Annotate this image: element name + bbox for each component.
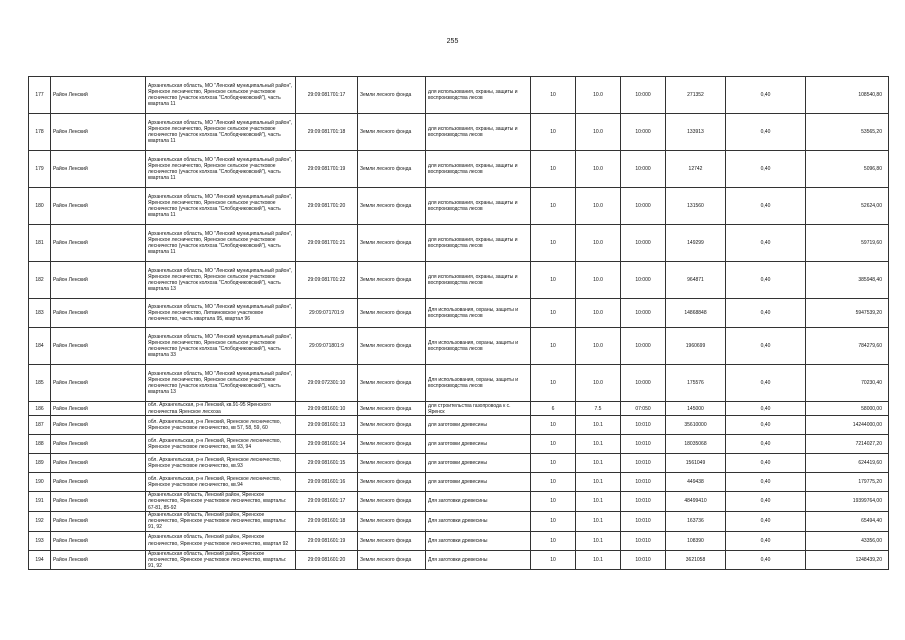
row-number: 185 [29, 365, 51, 402]
tax-sum-cell: 108540,80 [806, 77, 889, 114]
table-row [29, 114, 889, 151]
cadastral-value-cell: 145000 [666, 402, 726, 416]
land-category-cell: Земли лесного фонда [358, 531, 426, 550]
subcode-cell: 10.1 [576, 550, 621, 570]
code-cell: 10 [531, 492, 576, 512]
row-number: 177 [29, 77, 51, 114]
tax-sum-cell: 43356,00 [806, 531, 889, 550]
address-cell: обл. Архангельская, р-н Ленский, кв.91-95 Яренского лесничества Яренское лесхоза [146, 402, 296, 416]
address-cell: Архангельская область, МО "Ленский муниципальный район", Яренское лесничество, Литвиновское участковое лесничество, часть квартала 95, квартал 96 [146, 299, 296, 328]
row-number: 184 [29, 328, 51, 365]
row-number: 191 [29, 492, 51, 512]
district-cell: Район Ленский [51, 188, 146, 225]
tax-sum-cell: 5096,80 [806, 151, 889, 188]
district-cell: Район Ленский [51, 114, 146, 151]
cadastral-value-cell: 149299 [666, 225, 726, 262]
row-number: 186 [29, 402, 51, 416]
district-cell: Район Ленский [51, 402, 146, 416]
tax-rate-cell: 0,40 [726, 262, 806, 299]
table-row [29, 416, 889, 435]
table-row [29, 402, 889, 416]
table-row [29, 473, 889, 492]
tax-rate-cell: 0,40 [726, 511, 806, 531]
cadastral-number-cell: 29:09:081601:13 [296, 416, 358, 435]
code-cell: 10 [531, 365, 576, 402]
land-category-cell: Земли лесного фонда [358, 550, 426, 570]
cadastral-number-cell: 29:09:081701:17 [296, 77, 358, 114]
code-cell: 10 [531, 188, 576, 225]
row-number: 179 [29, 151, 51, 188]
tax-rate-cell: 0,40 [726, 435, 806, 454]
tax-rate-cell: 0,40 [726, 188, 806, 225]
tax-sum-cell: 7214027,20 [806, 435, 889, 454]
permitted-use-cell: для заготовки древесины [426, 473, 531, 492]
tax-rate-cell: 0,40 [726, 454, 806, 473]
address-cell: обл. Архангельская, р-н Ленский, Яренское лесничество, Яренское участковое лесничество, кв 57, 58, 59, 60 [146, 416, 296, 435]
land-category-cell: Земли лесного фонда [358, 77, 426, 114]
code-cell: 10 [531, 473, 576, 492]
code-cell: 10 [531, 416, 576, 435]
district-cell: Район Ленский [51, 262, 146, 299]
tax-rate-cell: 0,40 [726, 416, 806, 435]
cadastral-value-cell: 18035068 [666, 435, 726, 454]
subcode-cell: 10.1 [576, 454, 621, 473]
cadastral-number-cell: 29:09:081601:19 [296, 531, 358, 550]
address-cell: обл. Архангельская, р-н Ленский, Яренское лесничество, Яренское участковое лесничество, кв.94 [146, 473, 296, 492]
land-category-cell: Земли лесного фонда [358, 416, 426, 435]
tax-rate-cell: 0,40 [726, 299, 806, 328]
cadastral-number-cell: 29:09:081601:18 [296, 511, 358, 531]
tax-rate-cell: 0,40 [726, 402, 806, 416]
subcode-cell: 10.0 [576, 299, 621, 328]
cadastral-number-cell: 29:09:081601:10 [296, 402, 358, 416]
address-cell: Архангельская область, Ленский район, Яренское лесничество, Яренское участковое лесничество, кварталы: 91, 92 [146, 511, 296, 531]
district-cell: Район Ленский [51, 299, 146, 328]
land-category-cell: Земли лесного фонда [358, 328, 426, 365]
use-code-cell: 10:000 [621, 188, 666, 225]
address-cell: Архангельская область, МО "Ленский муниципальный район", Яренское лесничество, Яренское сельское участковое лесничество (участок колхоза "Слободчиковский"), часть квартала 11 [146, 114, 296, 151]
tax-sum-cell: 5947539,20 [806, 299, 889, 328]
tax-rate-cell: 0,40 [726, 225, 806, 262]
use-code-cell: 10:000 [621, 299, 666, 328]
tax-rate-cell: 0,40 [726, 473, 806, 492]
cadastral-number-cell: 29:09:072301:10 [296, 365, 358, 402]
table-row [29, 151, 889, 188]
table-row [29, 435, 889, 454]
permitted-use-cell: для использования, охраны, защиты и воспроизводства лесов [426, 77, 531, 114]
district-cell: Район Ленский [51, 473, 146, 492]
district-cell: Район Ленский [51, 435, 146, 454]
cadastral-value-cell: 48499410 [666, 492, 726, 512]
use-code-cell: 10:010 [621, 416, 666, 435]
address-cell: Архангельская область, МО "Ленский муниципальный район", Яренское лесничество, Яренское сельское участковое лесничество (участок колхоза "Слободчиковский"), часть квартала 13 [146, 365, 296, 402]
use-code-cell: 10:000 [621, 225, 666, 262]
permitted-use-cell: для использования, охраны, защиты и воспроизводства лесов [426, 151, 531, 188]
row-number: 180 [29, 188, 51, 225]
use-code-cell: 10:010 [621, 550, 666, 570]
code-cell: 10 [531, 77, 576, 114]
code-cell: 10 [531, 511, 576, 531]
cadastral-value-cell: 1960699 [666, 328, 726, 365]
cadastral-number-cell: 29:09:071801:9 [296, 328, 358, 365]
tax-sum-cell: 784279,60 [806, 328, 889, 365]
row-number: 182 [29, 262, 51, 299]
tax-sum-cell: 385948,40 [806, 262, 889, 299]
table-row [29, 262, 889, 299]
cadastral-number-cell: 29:09:081701:22 [296, 262, 358, 299]
subcode-cell: 10.1 [576, 416, 621, 435]
district-cell: Район Ленский [51, 365, 146, 402]
permitted-use-cell: для заготовки древесины [426, 454, 531, 473]
cadastral-value-cell: 14868848 [666, 299, 726, 328]
cadastral-value-cell: 3621058 [666, 550, 726, 570]
cadastral-value-cell: 163736 [666, 511, 726, 531]
land-category-cell: Земли лесного фонда [358, 365, 426, 402]
land-category-cell: Земли лесного фонда [358, 511, 426, 531]
code-cell: 10 [531, 299, 576, 328]
permitted-use-cell: для использования, охраны, защиты и воспроизводства лесов [426, 225, 531, 262]
subcode-cell: 10.1 [576, 492, 621, 512]
permitted-use-cell: для использования, охраны, защиты и воспроизводства лесов [426, 188, 531, 225]
tax-sum-cell: 53565,20 [806, 114, 889, 151]
cadastral-value-cell: 964871 [666, 262, 726, 299]
land-category-cell: Земли лесного фонда [358, 299, 426, 328]
address-cell: Архангельская область, МО "Ленский муниципальный район", Яренское лесничество, Яренское сельское участковое лесничество (участок колхоза "Слободчиковский"), часть квартала 11 [146, 77, 296, 114]
tax-rate-cell: 0,40 [726, 365, 806, 402]
address-cell: Архангельская область, МО "Ленский муниципальный район", Яренское лесничество, Яренское сельское участковое лесничество (участок колхоза "Слободчиковский"), часть квартала 11 [146, 225, 296, 262]
page-number: 255 [446, 38, 459, 45]
code-cell: 10 [531, 328, 576, 365]
cadastral-value-cell: 1561049 [666, 454, 726, 473]
code-cell: 10 [531, 435, 576, 454]
use-code-cell: 10:000 [621, 262, 666, 299]
cadastral-number-cell: 29:09:081601:15 [296, 454, 358, 473]
cadastral-number-cell: 29:09:081701:21 [296, 225, 358, 262]
cadastral-number-cell: 29:09:081701:20 [296, 188, 358, 225]
code-cell: 10 [531, 151, 576, 188]
cadastral-number-cell: 29:09:081601:14 [296, 435, 358, 454]
subcode-cell: 10.0 [576, 151, 621, 188]
permitted-use-cell: Для использования, охраны, защиты и воспроизводства лесов [426, 328, 531, 365]
cadastral-number-cell: 29:09:081701:18 [296, 114, 358, 151]
subcode-cell: 10.0 [576, 225, 621, 262]
cadastral-value-cell: 131560 [666, 188, 726, 225]
table-row [29, 365, 889, 402]
permitted-use-cell: Для заготовки древесины [426, 550, 531, 570]
tax-sum-cell: 65494,40 [806, 511, 889, 531]
use-code-cell: 10:000 [621, 114, 666, 151]
land-category-cell: Земли лесного фонда [358, 188, 426, 225]
land-category-cell: Земли лесного фонда [358, 473, 426, 492]
cadastral-value-cell: 175576 [666, 365, 726, 402]
district-cell: Район Ленский [51, 225, 146, 262]
permitted-use-cell: для строительства газопровода к с. Яренск [426, 402, 531, 416]
cadastral-value-cell: 108390 [666, 531, 726, 550]
cadastral-number-cell: 29:09:081601:20 [296, 550, 358, 570]
tax-sum-cell: 59719,60 [806, 225, 889, 262]
cadastral-value-cell: 12742 [666, 151, 726, 188]
permitted-use-cell: Для заготовки древесины [426, 511, 531, 531]
code-cell: 10 [531, 262, 576, 299]
tax-rate-cell: 0,40 [726, 151, 806, 188]
tax-rate-cell: 0,40 [726, 550, 806, 570]
district-cell: Район Ленский [51, 454, 146, 473]
row-number: 187 [29, 416, 51, 435]
tax-sum-cell: 1248439,20 [806, 550, 889, 570]
tax-sum-cell: 179775,20 [806, 473, 889, 492]
code-cell: 10 [531, 454, 576, 473]
row-number: 193 [29, 531, 51, 550]
land-category-cell: Земли лесного фонда [358, 454, 426, 473]
cadastral-number-cell: 29:09:081601:16 [296, 473, 358, 492]
cadastral-value-cell: 35610000 [666, 416, 726, 435]
code-cell: 6 [531, 402, 576, 416]
use-code-cell: 10:010 [621, 492, 666, 512]
district-cell: Район Ленский [51, 550, 146, 570]
row-number: 183 [29, 299, 51, 328]
permitted-use-cell: для использования, охраны, защиты и воспроизводства лесов [426, 262, 531, 299]
table-row [29, 77, 889, 114]
subcode-cell: 10.1 [576, 511, 621, 531]
row-number: 178 [29, 114, 51, 151]
address-cell: Архангельская область, МО "Ленский муниципальный район", Яренское лесничество, Яренское сельское участковое лесничество (участок колхоза "Слободчиковский"), часть квартала 11 [146, 188, 296, 225]
row-number: 190 [29, 473, 51, 492]
use-code-cell: 10:010 [621, 531, 666, 550]
table-row [29, 531, 889, 550]
subcode-cell: 7.5 [576, 402, 621, 416]
use-code-cell: 10:000 [621, 77, 666, 114]
code-cell: 10 [531, 531, 576, 550]
cadastral-value-cell: 449438 [666, 473, 726, 492]
row-number: 192 [29, 511, 51, 531]
district-cell: Район Ленский [51, 531, 146, 550]
subcode-cell: 10.0 [576, 188, 621, 225]
code-cell: 10 [531, 225, 576, 262]
tax-sum-cell: 70230,40 [806, 365, 889, 402]
cadastral-value-cell: 133913 [666, 114, 726, 151]
land-plots-table [28, 76, 889, 570]
table-body [29, 77, 889, 570]
row-number: 188 [29, 435, 51, 454]
address-cell: Архангельская область, Ленский район, Яренское лесничество, Яренское участковое лесничество, квартал 92 [146, 531, 296, 550]
address-cell: Архангельская область, МО "Ленский муниципальный район", Яренское лесничество, Яренское сельское участковое лесничество (участок колхоза "Слободчиковский"), часть квартала 33 [146, 328, 296, 365]
subcode-cell: 10.0 [576, 77, 621, 114]
table-row [29, 299, 889, 328]
table-row [29, 492, 889, 512]
land-category-cell: Земли лесного фонда [358, 262, 426, 299]
tax-rate-cell: 0,40 [726, 531, 806, 550]
district-cell: Район Ленский [51, 416, 146, 435]
use-code-cell: 10:010 [621, 435, 666, 454]
permitted-use-cell: Для использования, охраны, защиты и воспроизводства лесов [426, 365, 531, 402]
subcode-cell: 10.0 [576, 365, 621, 402]
tax-rate-cell: 0,40 [726, 77, 806, 114]
permitted-use-cell: Для заготовки древесины [426, 531, 531, 550]
tax-sum-cell: 14244000,00 [806, 416, 889, 435]
district-cell: Район Ленский [51, 77, 146, 114]
code-cell: 10 [531, 114, 576, 151]
land-category-cell: Земли лесного фонда [358, 151, 426, 188]
code-cell: 10 [531, 550, 576, 570]
row-number: 189 [29, 454, 51, 473]
land-category-cell: Земли лесного фонда [358, 492, 426, 512]
cadastral-number-cell: 29:09:071701:9 [296, 299, 358, 328]
subcode-cell: 10.1 [576, 473, 621, 492]
district-cell: Район Ленский [51, 511, 146, 531]
tax-sum-cell: 52624,00 [806, 188, 889, 225]
cadastral-number-cell: 29:09:081601:17 [296, 492, 358, 512]
subcode-cell: 10.1 [576, 531, 621, 550]
tax-sum-cell: 58000,00 [806, 402, 889, 416]
address-cell: Архангельская область, МО "Ленский муниципальный район", Яренское лесничество, Яренское сельское участковое лесничество (участок колхоза "Слободчиковский"), часть квартала 11 [146, 151, 296, 188]
cadastral-value-cell: 271352 [666, 77, 726, 114]
permitted-use-cell: Для использования, охраны, защиты и воспроизводства лесов [426, 299, 531, 328]
address-cell: Архангельская область, МО "Ленский муниципальный район", Яренское лесничество, Яренское сельское участковое лесничество (участок колхоза "Слободчиковский"), часть квартала 13 [146, 262, 296, 299]
cadastral-number-cell: 29:09:081701:19 [296, 151, 358, 188]
address-cell: Архангельская область, Ленский район, Яренское лесничество, Яренское участковое лесничество, кварталы: 67-81, 85-92 [146, 492, 296, 512]
row-number: 194 [29, 550, 51, 570]
use-code-cell: 10:010 [621, 454, 666, 473]
tax-rate-cell: 0,40 [726, 328, 806, 365]
row-number: 181 [29, 225, 51, 262]
use-code-cell: 10:010 [621, 473, 666, 492]
subcode-cell: 10.0 [576, 114, 621, 151]
table-row [29, 188, 889, 225]
district-cell: Район Ленский [51, 492, 146, 512]
tax-sum-cell: 19399764,00 [806, 492, 889, 512]
tax-rate-cell: 0,40 [726, 114, 806, 151]
land-category-cell: Земли лесного фонда [358, 402, 426, 416]
permitted-use-cell: для заготовки древесины [426, 416, 531, 435]
permitted-use-cell: для заготовки древесины [426, 435, 531, 454]
tax-rate-cell: 0,40 [726, 492, 806, 512]
tax-sum-cell: 624419,60 [806, 454, 889, 473]
land-category-cell: Земли лесного фонда [358, 225, 426, 262]
district-cell: Район Ленский [51, 328, 146, 365]
use-code-cell: 10:000 [621, 328, 666, 365]
subcode-cell: 10.0 [576, 262, 621, 299]
subcode-cell: 10.0 [576, 328, 621, 365]
table-row [29, 454, 889, 473]
table-row [29, 550, 889, 570]
address-cell: обл. Архангельская, р-н Ленский, Яренское лесничество, Яренское участковое лесничество, кв.93 [146, 454, 296, 473]
land-category-cell: Земли лесного фонда [358, 435, 426, 454]
table-row [29, 511, 889, 531]
permitted-use-cell: Для заготовки древесины [426, 492, 531, 512]
table-row [29, 328, 889, 365]
use-code-cell: 07:050 [621, 402, 666, 416]
district-cell: Район Ленский [51, 151, 146, 188]
land-category-cell: Земли лесного фонда [358, 114, 426, 151]
use-code-cell: 10:000 [621, 151, 666, 188]
use-code-cell: 10:000 [621, 365, 666, 402]
use-code-cell: 10:010 [621, 511, 666, 531]
subcode-cell: 10.1 [576, 435, 621, 454]
permitted-use-cell: для использования, охраны, защиты и воспроизводства лесов [426, 114, 531, 151]
table-row [29, 225, 889, 262]
address-cell: обл. Архангельская, р-н Ленский, Яренское лесничество, Яренское участковое лесничество, кв 93, 94 [146, 435, 296, 454]
address-cell: Архангельская область, Ленский район, Яренское лесничество, Яренское участковое лесничество, кварталы: 91, 92 [146, 550, 296, 570]
